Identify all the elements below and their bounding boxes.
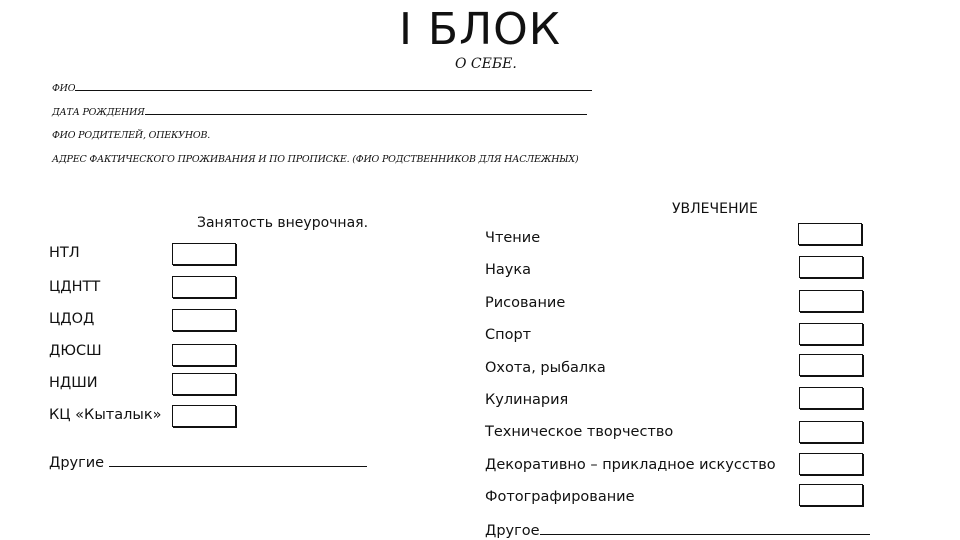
hobby-label-photography: Фотографирование <box>485 489 635 505</box>
field-parents-label: ФИО РОДИТЕЛЕЙ, ОПЕКУНОВ. <box>52 130 211 141</box>
field-address <box>52 154 579 165</box>
field-birthdate-label: ДАТА РОЖДЕНИЯ <box>52 107 145 118</box>
hobby-label-reading: Чтение <box>485 230 541 246</box>
hobby-label-decorative: Декоративно – прикладное искусство <box>485 457 776 473</box>
hobby-checkbox-hunting-fishing[interactable] <box>799 354 863 376</box>
hobby-checkbox-drawing[interactable] <box>799 290 863 312</box>
extra-checkbox-ndshi[interactable] <box>172 373 236 395</box>
extra-other-label: Другие <box>49 455 105 471</box>
hobby-checkbox-technical[interactable] <box>799 421 863 443</box>
field-address-label: АДРЕС ФАКТИЧЕСКОГО ПРОЖИВАНИЯ И ПО ПРОПИСКЕ. (ФИО РОДСТВЕННИКОВ ДЛЯ НАСЛЕЖНЫХ) <box>52 154 579 165</box>
hobby-label-technical: Техническое творчество <box>485 424 674 440</box>
hobby-checkbox-sport[interactable] <box>799 323 863 345</box>
extracurricular-heading: Занятость внеурочная. <box>197 215 369 231</box>
hobby-checkbox-decorative[interactable] <box>799 453 863 475</box>
field-fio-line[interactable] <box>75 82 592 91</box>
field-parents <box>52 130 210 141</box>
extra-other-line[interactable] <box>109 454 367 467</box>
hobby-checkbox-reading[interactable] <box>798 223 862 245</box>
hobby-label-sport: Спорт <box>485 327 532 343</box>
field-fio[interactable] <box>52 82 592 94</box>
field-birthdate-line[interactable] <box>145 106 587 115</box>
extra-label-dyussh: ДЮСШ <box>49 343 102 359</box>
extra-label-tsdntt: ЦДНТТ <box>49 279 101 295</box>
extra-checkbox-kts-kytalyk[interactable] <box>172 405 236 427</box>
field-birthdate[interactable] <box>52 106 587 118</box>
extra-checkbox-tsdntt[interactable] <box>172 276 236 298</box>
extra-label-ntl: НТЛ <box>49 245 80 261</box>
hobby-checkbox-photography[interactable] <box>799 484 863 506</box>
hobby-other[interactable] <box>485 522 870 539</box>
block-subtitle: О СЕБЕ. <box>455 56 517 72</box>
hobby-label-hunting-fishing: Охота, рыбалка <box>485 360 606 376</box>
hobby-label-science: Наука <box>485 262 532 278</box>
hobby-other-line[interactable] <box>540 522 870 535</box>
field-fio-label: ФИО <box>52 83 76 94</box>
extra-other[interactable] <box>49 454 367 471</box>
hobby-other-label: Другое <box>485 523 540 539</box>
hobby-checkbox-science[interactable] <box>799 256 863 278</box>
hobby-label-cooking: Кулинария <box>485 392 569 408</box>
extra-checkbox-tsdod[interactable] <box>172 309 236 331</box>
extra-checkbox-dyussh[interactable] <box>172 344 236 366</box>
extra-label-kts-kytalyk: КЦ «Кыталык» <box>49 407 162 423</box>
hobby-label-drawing: Рисование <box>485 295 566 311</box>
hobbies-heading: УВЛЕЧЕНИЕ <box>672 201 758 217</box>
extra-checkbox-ntl[interactable] <box>172 243 236 265</box>
extra-label-tsdod: ЦДОД <box>49 311 95 327</box>
extra-label-ndshi: НДШИ <box>49 375 98 391</box>
block-title: I БЛОК <box>398 4 562 55</box>
hobby-checkbox-cooking[interactable] <box>799 387 863 409</box>
